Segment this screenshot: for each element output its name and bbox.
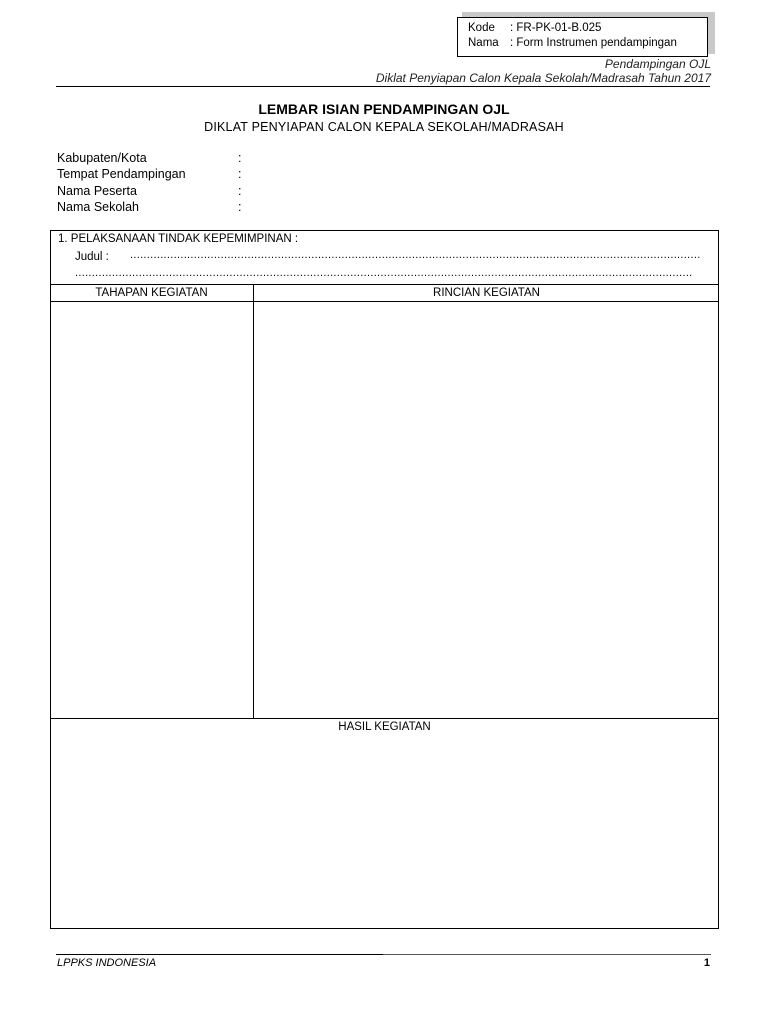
footer-rule-right xyxy=(383,954,711,955)
hasil-header: HASIL KEGIATAN xyxy=(338,721,431,733)
col-tahapan-header: TAHAPAN KEGIATAN xyxy=(95,287,208,299)
judul-dotted-line-2: ........................................................................................................................................................................................ xyxy=(75,267,693,279)
nama-value: : Form Instrumen pendampingan xyxy=(510,37,677,49)
document-code-box xyxy=(457,17,708,57)
table-top-rule xyxy=(50,284,719,285)
kode-value: : FR-PK-01-B.025 xyxy=(510,22,602,34)
judul-dotted-line-1: .......................................................................................................................................................................... xyxy=(130,249,701,261)
hasil-rule xyxy=(50,718,719,719)
judul-label: Judul : xyxy=(75,251,109,263)
page-title: LEMBAR ISIAN PENDAMPINGAN OJL xyxy=(258,101,510,117)
field-sekolah-colon: : xyxy=(238,200,242,214)
header-line-1: Pendampingan OJL xyxy=(604,57,711,71)
field-kabupaten-colon: : xyxy=(238,151,242,165)
field-tempat-label: Tempat Pendampingan xyxy=(57,167,186,181)
nama-label: Nama xyxy=(468,37,499,49)
form-frame xyxy=(50,230,719,929)
page-number: 1 xyxy=(703,957,710,969)
footer-rule-left xyxy=(56,954,383,955)
field-sekolah-label: Nama Sekolah xyxy=(57,200,139,214)
table-header-rule xyxy=(50,301,719,302)
section-1-heading: 1. PELAKSANAAN TINDAK KEPEMIMPINAN : xyxy=(58,233,299,245)
kode-row xyxy=(468,21,707,36)
page-subtitle: DIKLAT PENYIAPAN CALON KEPALA SEKOLAH/MADRASAH xyxy=(204,120,564,134)
field-tempat-colon: : xyxy=(238,167,242,181)
header-line-2: Diklat Penyiapan Calon Kepala Sekolah/Madrasah Tahun 2017 xyxy=(375,71,711,85)
field-peserta-colon: : xyxy=(238,184,242,198)
col-rincian-header: RINCIAN KEGIATAN xyxy=(433,287,540,299)
footer-org: LPPKS INDONESIA xyxy=(57,957,157,969)
field-peserta-label: Nama Peserta xyxy=(57,184,137,198)
field-kabupaten-label: Kabupaten/Kota xyxy=(57,151,147,165)
kode-label: Kode xyxy=(468,22,495,34)
table-column-divider xyxy=(253,284,254,718)
nama-row xyxy=(468,36,707,51)
header-rule xyxy=(56,86,710,87)
